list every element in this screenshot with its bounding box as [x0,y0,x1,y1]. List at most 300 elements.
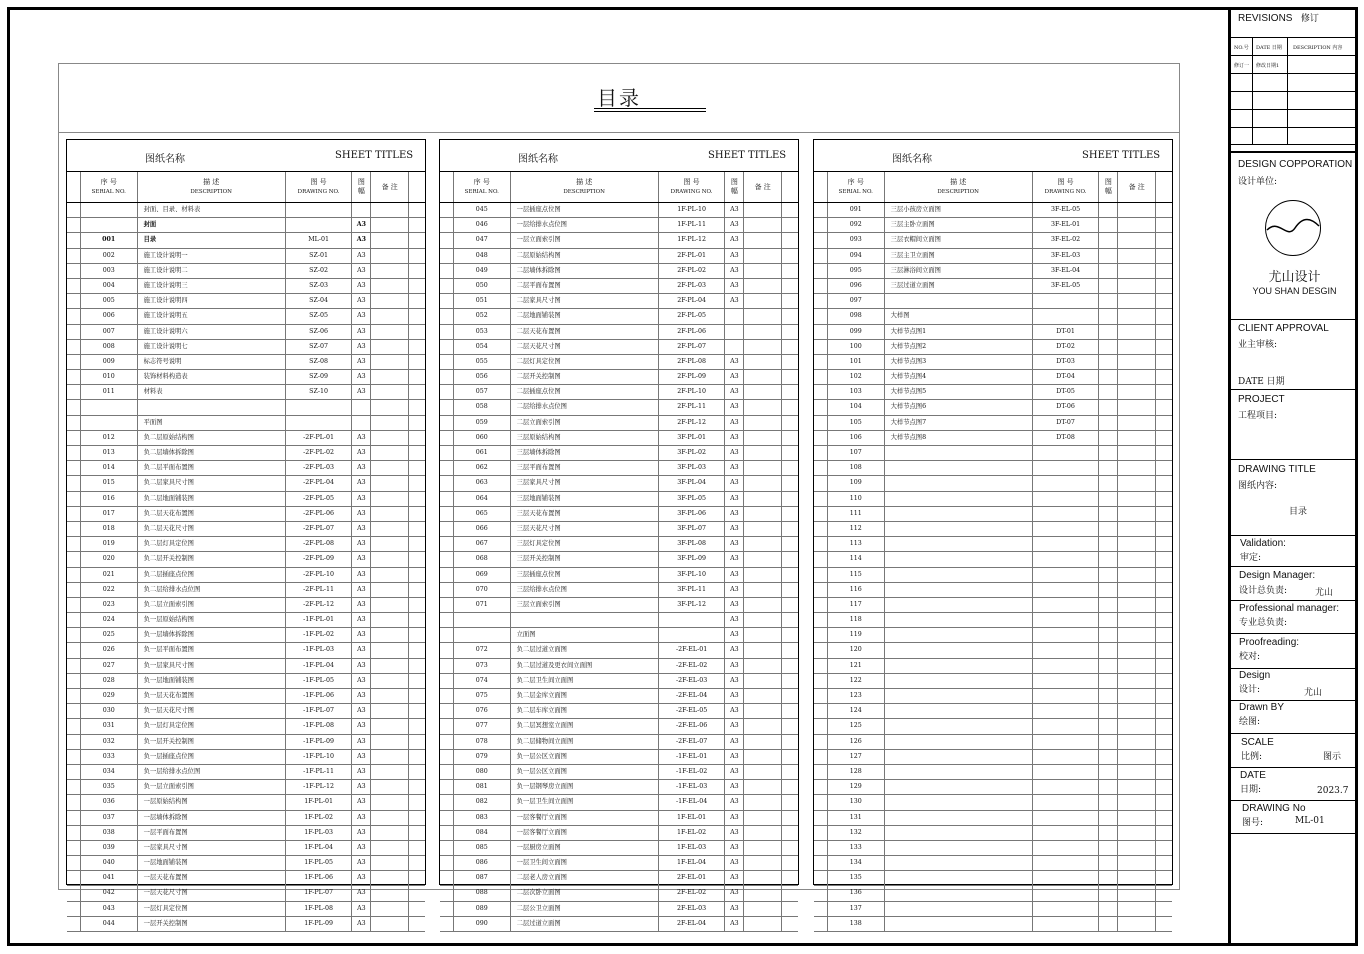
table-row [67,917,425,932]
description-cell: 三层地面铺装图 [511,492,659,506]
drawing-no-cell: 3F-PL-12 [659,598,726,612]
description-cell [885,492,1033,506]
table-row [814,325,1172,340]
drawing-no-cell [1033,765,1100,779]
description-cell: 二层插座点位图 [511,385,659,399]
drawing-no-cell: 2F-EL-04 [659,917,726,931]
size-cell [1099,446,1118,460]
description-cell: 负一层钢琴房立面图 [511,780,659,794]
serial-no-cell: 029 [81,689,138,703]
table-row [67,218,425,233]
description-cell: 目录 [138,233,286,247]
remark-cell [1118,446,1156,460]
serial-no-cell: 128 [828,765,885,779]
remark-cell [1118,461,1156,475]
serial-no-cell: 039 [81,841,138,855]
description-cell: 一层插座点位图 [511,203,659,217]
serial-no-cell: 110 [828,492,885,506]
col-size: 图幅 [1099,172,1118,202]
remark-cell [744,325,782,339]
remark-cell [1118,841,1156,855]
description-cell [511,613,659,627]
remark-cell [744,249,782,263]
remark-cell [1118,719,1156,733]
size-cell [1099,735,1118,749]
remark-cell [1118,856,1156,870]
size-cell: A3 [725,233,744,247]
serial-no-cell [81,416,138,430]
description-cell: 一层地面铺装图 [138,856,286,870]
serial-no-cell: 013 [81,446,138,460]
description-cell: 大样节点图5 [885,385,1033,399]
size-cell: A3 [725,583,744,597]
remark-cell [1118,704,1156,718]
serial-no-cell: 088 [454,886,511,900]
drawing-no-cell [1033,750,1100,764]
table-row [814,780,1172,795]
drawing-no-cell: 1F-EL-04 [659,856,726,870]
size-cell: A3 [352,370,371,384]
size-cell: A3 [725,917,744,931]
table-row [440,902,798,917]
serial-no-cell: 025 [81,628,138,642]
description-cell: 三层淋浴间立面图 [885,264,1033,278]
remark-cell [744,659,782,673]
drawing-no-cell: -2F-EL-03 [659,674,726,688]
remark-cell [371,507,409,521]
drawn-by-en: Drawn BY [1239,702,1285,713]
drawing-no-cell: -2F-EL-01 [659,643,726,657]
project-en: PROJECT [1238,394,1285,405]
table-row [814,476,1172,491]
drawing-no-cell: 1F-PL-02 [286,811,353,825]
description-cell: 负一层灯具定位图 [138,719,286,733]
remark-cell [371,568,409,582]
drawing-no-cell: -2F-EL-07 [659,735,726,749]
serial-no-cell: 015 [81,476,138,490]
size-cell [1099,598,1118,612]
drawing-no-cell: 3F-EL-05 [1033,203,1100,217]
drawing-title-value: 目录 [1289,507,1308,517]
table-row [67,886,425,901]
description-cell: 三层立面索引图 [511,598,659,612]
size-cell: A3 [725,628,744,642]
table-row [440,249,798,264]
serial-no-cell: 085 [454,841,511,855]
table-row [814,370,1172,385]
table-row [67,461,425,476]
size-cell [1099,583,1118,597]
remark-cell [371,659,409,673]
drawn-by-cn: 绘图: [1239,717,1261,727]
remark-cell [1118,674,1156,688]
table-row [440,431,798,446]
description-cell: 负二层插座点位图 [138,568,286,582]
size-cell [1099,507,1118,521]
serial-no-cell: 018 [81,522,138,536]
drawing-no-cell [1033,704,1100,718]
serial-no-cell: 057 [454,385,511,399]
remark-cell [371,765,409,779]
size-cell: A3 [725,568,744,582]
remark-cell [1118,325,1156,339]
serial-no-cell: 083 [454,811,511,825]
drawing-no-cell: 3F-PL-04 [659,476,726,490]
table-row [67,416,425,431]
remark-cell [744,522,782,536]
table-row [67,552,425,567]
remark-cell [1118,218,1156,232]
table-row [814,233,1172,248]
table-row [67,309,425,324]
size-cell: A3 [725,811,744,825]
table-row [814,719,1172,734]
serial-no-cell: 075 [454,689,511,703]
size-cell: A3 [725,218,744,232]
serial-no-cell: 027 [81,659,138,673]
drawing-no-cell [1033,917,1100,931]
description-cell: 三层天花尺寸图 [511,522,659,536]
serial-no-cell: 050 [454,279,511,293]
size-cell: A3 [352,492,371,506]
serial-no-cell: 037 [81,811,138,825]
remark-cell [744,765,782,779]
remark-cell [1118,871,1156,885]
table-row [814,537,1172,552]
drawing-no-cell: -1F-PL-10 [286,750,353,764]
table-row [440,203,798,218]
size-cell: A3 [352,765,371,779]
description-cell: 一层客餐厅立面图 [511,826,659,840]
serial-no-cell: 091 [828,203,885,217]
table-row [67,659,425,674]
description-cell [885,476,1033,490]
table-row [67,294,425,309]
description-cell: 一层家具尺寸图 [138,841,286,855]
remark-cell [1118,886,1156,900]
size-cell: A3 [725,902,744,916]
remark-cell [744,294,782,308]
drawing-no-cell [286,416,353,430]
serial-no-cell: 090 [454,917,511,931]
serial-no-cell: 131 [828,811,885,825]
drawing-no-cell: 2F-PL-07 [659,340,726,354]
drawing-no-cell: -2F-EL-05 [659,704,726,718]
serial-no-cell: 106 [828,431,885,445]
drawing-title-en: DRAWING TITLE [1238,464,1316,475]
drawing-no-cell [1033,522,1100,536]
drawing-no-cell [286,400,353,414]
size-cell [1099,431,1118,445]
size-cell: A3 [352,917,371,931]
description-cell: 一层原始结构图 [138,795,286,809]
serial-no-cell: 120 [828,643,885,657]
remark-cell [371,309,409,323]
serial-no-cell: 032 [81,735,138,749]
serial-no-cell: 126 [828,735,885,749]
description-cell: 施工设计说明四 [138,294,286,308]
remark-cell [371,704,409,718]
drawing-no-en: DRAWING No [1242,803,1306,814]
remark-cell [744,340,782,354]
table-row [814,811,1172,826]
serial-no-cell: 007 [81,325,138,339]
description-cell [885,765,1033,779]
serial-no-cell: 014 [81,461,138,475]
table-row [67,385,425,400]
description-cell: 二层平面布置图 [511,279,659,293]
serial-no-cell: 078 [454,735,511,749]
drawing-no-cell: 3F-PL-07 [659,522,726,536]
serial-no-cell: 084 [454,826,511,840]
remark-cell [371,719,409,733]
serial-no-cell: 061 [454,446,511,460]
description-cell: 大样节点图1 [885,325,1033,339]
description-cell: 负二层储物间立面图 [511,735,659,749]
design-cn: 设计: [1239,685,1261,695]
size-cell [1099,294,1118,308]
size-cell: A3 [725,446,744,460]
remark-cell [1118,902,1156,916]
drawing-no-cell: -2F-PL-12 [286,598,353,612]
size-cell: A3 [725,507,744,521]
remark-cell [744,568,782,582]
drawing-no-cell: 3F-PL-01 [659,431,726,445]
size-cell: A3 [352,325,371,339]
size-cell: A3 [352,355,371,369]
table-row [67,568,425,583]
table-row [814,249,1172,264]
size-cell: A3 [352,218,371,232]
description-cell: 负一层天花尺寸图 [138,704,286,718]
col-remark: 备 注 [1118,172,1156,202]
drawing-no-cell [1033,780,1100,794]
size-cell: A3 [725,856,744,870]
table-row [814,461,1172,476]
drawing-no-cell [1033,674,1100,688]
table-row [814,264,1172,279]
description-cell: 一层灯具定位图 [138,902,286,916]
drawing-no-cell: SZ-09 [286,370,353,384]
table-row [67,233,425,248]
description-cell [885,583,1033,597]
drawing-no-cell [1033,309,1100,323]
drawing-no-cell: -1F-PL-11 [286,765,353,779]
remark-cell [371,233,409,247]
remark-cell [744,704,782,718]
table-row [67,522,425,537]
drawing-no-cell [1033,492,1100,506]
remark-cell [1118,659,1156,673]
remark-cell [744,689,782,703]
size-cell: A3 [352,871,371,885]
table-row [67,583,425,598]
size-cell: A3 [725,689,744,703]
serial-no-cell: 129 [828,780,885,794]
drawing-no-cell: -2F-EL-06 [659,719,726,733]
description-cell [885,537,1033,551]
description-cell [885,628,1033,642]
drawing-no-cell: 2F-PL-05 [659,309,726,323]
serial-no-cell: 062 [454,461,511,475]
table-row [440,750,798,765]
table-row [67,355,425,370]
table-row [67,325,425,340]
drawing-no-cell: SZ-04 [286,294,353,308]
remark-cell [744,355,782,369]
serial-no-cell: 040 [81,856,138,870]
description-cell: 一层天花尺寸图 [138,886,286,900]
serial-no-cell: 080 [454,765,511,779]
remark-cell [744,507,782,521]
remark-cell [371,780,409,794]
size-cell: A3 [725,203,744,217]
col-remark: 备 注 [744,172,782,202]
description-cell: 三层给排水点位图 [511,583,659,597]
remark-cell [1118,613,1156,627]
description-cell: 负一层天花布置图 [138,689,286,703]
table-row [67,811,425,826]
serial-no-cell: 059 [454,416,511,430]
remark-cell [744,385,782,399]
size-cell: A3 [725,522,744,536]
drawing-no-cell [1033,643,1100,657]
drawing-no-cell [1033,856,1100,870]
size-cell: A3 [352,568,371,582]
size-cell: A3 [352,264,371,278]
remark-cell [371,811,409,825]
remark-cell [371,264,409,278]
table-row [440,370,798,385]
remark-cell [371,492,409,506]
col-serial: 序 号 SERIAL NO. [454,172,511,202]
table-row [814,385,1172,400]
remark-cell [744,613,782,627]
table-row [67,902,425,917]
size-cell: A3 [352,719,371,733]
size-cell: A3 [725,826,744,840]
remark-cell [1118,537,1156,551]
serial-no-cell: 047 [454,233,511,247]
description-cell: 负二层立面索引图 [138,598,286,612]
remark-cell [1118,583,1156,597]
drawing-no-cell: DT-06 [1033,400,1100,414]
client-date-label: DATE 日期 [1238,377,1285,387]
size-cell: A3 [725,370,744,384]
size-cell [1099,826,1118,840]
description-cell [885,902,1033,916]
scale-en: SCALE [1241,737,1274,748]
description-cell: 施工设计说明二 [138,264,286,278]
description-cell: 大样节点图2 [885,340,1033,354]
description-cell: 负二层地面铺装图 [138,492,286,506]
remark-cell [371,826,409,840]
design-manager-value: 尤山 [1315,588,1334,598]
drawing-no-cell: -2F-PL-01 [286,431,353,445]
table-row [440,689,798,704]
serial-no-cell: 036 [81,795,138,809]
description-cell: 二层墙体拆除图 [511,264,659,278]
remark-cell [1118,476,1156,490]
table-row [67,765,425,780]
serial-no-cell: 086 [454,856,511,870]
size-cell: A3 [725,765,744,779]
serial-no-cell: 077 [454,719,511,733]
drawing-no-cell: SZ-06 [286,325,353,339]
serial-no-cell: 119 [828,628,885,642]
size-cell: A3 [352,340,371,354]
size-cell [1099,249,1118,263]
size-cell: A3 [352,689,371,703]
drawing-no-cell: 2F-EL-03 [659,902,726,916]
drawing-no-cell: ML-01 [286,233,353,247]
serial-no-cell: 101 [828,355,885,369]
date-en: DATE [1240,770,1266,781]
remark-cell [1118,598,1156,612]
company-name-cn: 尤山设计 [1268,270,1321,285]
serial-no-cell: 067 [454,537,511,551]
description-cell: 立面图 [511,628,659,642]
column-headers [814,172,1172,203]
remark-cell [1118,750,1156,764]
size-cell [725,340,744,354]
serial-no-cell: 118 [828,613,885,627]
remark-cell [371,583,409,597]
table-row [67,537,425,552]
table-row [440,780,798,795]
serial-no-cell: 134 [828,856,885,870]
size-cell [1099,416,1118,430]
description-cell [885,750,1033,764]
remark-cell [1118,643,1156,657]
size-cell [1099,355,1118,369]
description-cell [885,841,1033,855]
size-cell [1099,613,1118,627]
sheet-divider [59,132,1179,133]
table-row [440,795,798,810]
description-cell: 大样节点图7 [885,416,1033,430]
drawing-no-cell [1033,507,1100,521]
column-headers [440,172,798,203]
drawing-no-cell: DT-04 [1033,370,1100,384]
description-cell: 施工设计说明七 [138,340,286,354]
serial-no-cell: 010 [81,370,138,384]
remark-cell [744,233,782,247]
scale-cn: 比例: [1241,752,1263,762]
remark-cell [371,476,409,490]
size-cell: A3 [352,780,371,794]
table-row [440,886,798,901]
design-value: 尤山 [1304,688,1323,698]
remark-cell [744,583,782,597]
remark-cell [1118,689,1156,703]
size-cell: A3 [725,750,744,764]
size-cell [1099,704,1118,718]
design-en: Design [1239,670,1271,681]
drawing-no-cell: 1F-PL-03 [286,826,353,840]
description-cell: 三层衣帽间立面图 [885,233,1033,247]
design-corp-en: DESIGN COPPORATION [1238,159,1353,170]
remark-cell [744,917,782,931]
table-row [67,689,425,704]
drawing-no-cell: DT-01 [1033,325,1100,339]
size-cell [1099,765,1118,779]
drawing-no-cell [1033,795,1100,809]
serial-no-cell: 132 [828,826,885,840]
size-cell: A3 [725,400,744,414]
revision-table [1231,37,1358,144]
serial-no-cell: 021 [81,568,138,582]
